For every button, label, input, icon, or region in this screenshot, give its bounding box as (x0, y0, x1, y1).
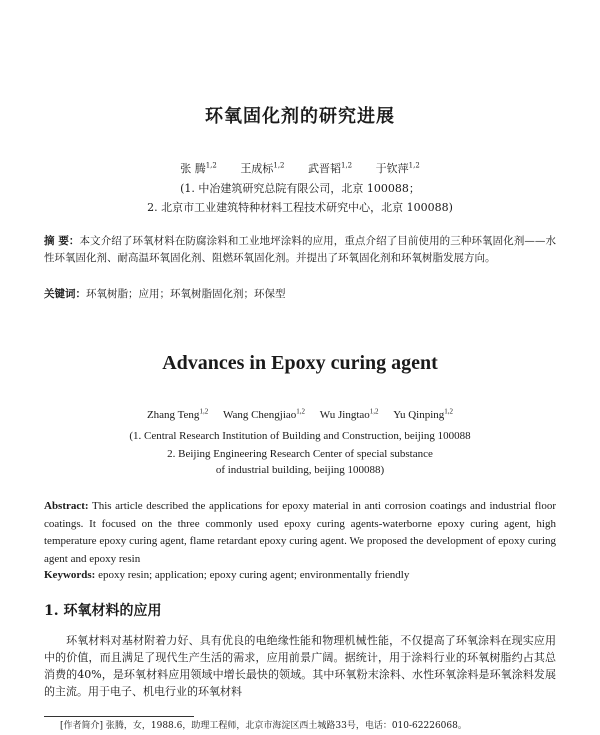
en-affiliation-3: of industrial building, beijing 100088) (215, 464, 385, 476)
cn-author-3: 武晋韬$^{1,2}$ (308, 161, 353, 175)
footnote-divider (44, 716, 194, 717)
english-abstract (44, 498, 556, 568)
section-paragraph (44, 632, 556, 700)
english-title: Advances in Epoxy curing agent (162, 352, 438, 374)
chinese-authors (0, 160, 600, 176)
en-abstract-text: This article described the applications for epoxy material in anti corrosion coatings and industrial floor coatings. It focused on the three commonly used epoxy curing agents-waterborne epoxy curing agent, high temperature epoxy curing agent, flame retardant epoxy curing agent. We proposed the development of epoxy curing agent and epoxy resin (44, 500, 556, 565)
section-heading: 1. 环氧材料的应用 (44, 603, 162, 619)
cn-affiliation-1: (1. 中冶建筑研究总院有限公司，北京 100088； (180, 182, 420, 195)
cn-author-4: 于钦萍$^{1,2}$ (375, 161, 420, 175)
en-affiliation-2: 2. Beijing Engineering Research Center of special substance (167, 448, 433, 460)
en-keywords-label: Keywords: (44, 569, 96, 581)
en-keywords-text: epoxy resin; application; epoxy curing agent; environmentally friendly (98, 569, 410, 581)
cn-author-2: 王成标$^{1,2}$ (240, 161, 285, 175)
en-author-2: Wang Chengjiao$^{1,2}$ (222, 407, 306, 421)
en-abstract-label: Abstract: (44, 500, 89, 512)
english-authors (0, 407, 600, 421)
paragraph-text: 环氧材料对基材附着力好、具有优良的电绝缘性能和物理机械性能，不仅提高了环氧涂料在现实应用中的价值，而且满足了现代生产生活的需求，应用前景广阔。据统计，用于涂料行业的环氧树脂约占其总消费的40%，是环氧材料应用领域中增长最快的领域。其中环氧粉末涂料、水性环氧涂料是环氧涂料发展的主流。用于电子、机电行业的环氧材料 (44, 634, 556, 698)
chinese-abstract (44, 233, 556, 267)
chinese-keywords (44, 286, 556, 301)
cn-author-1: 张 腾$^{1,2}$ (180, 161, 217, 175)
cn-keywords-text: 环氧树脂；应用；环氧树脂固化剂；环保型 (86, 288, 286, 300)
author-footnote: [作者简介] 张腾，女，1988.6，助理工程师，北京市海淀区西土城路33号，电话：010-62226068。 (60, 721, 467, 731)
en-author-3: Wu Jingtao$^{1,2}$ (319, 407, 379, 421)
chinese-title: 环氧固化剂的研究进展 (205, 106, 395, 127)
cn-abstract-label: 摘 要： (44, 235, 80, 247)
en-author-1: Zhang Teng$^{1,2}$ (146, 407, 209, 421)
cn-affiliation-2: 2. 北京市工业建筑特种材料工程技术研究中心，北京 100088) (147, 201, 453, 214)
cn-keywords-label: 关键词： (44, 288, 86, 300)
en-author-4: Yu Qinping$^{1,2}$ (393, 407, 454, 421)
english-keywords (44, 569, 556, 581)
cn-abstract-text: 本文介绍了环氧材料在防腐涂料和工业地坪涂料的应用，重点介绍了目前使用的三种环氧固化剂——水性环氧固化剂、耐高温环氧固化剂、阻燃环氧固化剂。并提出了环氧固化剂和环氧树脂发展方向。 (44, 235, 557, 264)
en-affiliation-1: (1. Central Research Institution of Building and Construction, beijing 100088 (129, 430, 471, 442)
